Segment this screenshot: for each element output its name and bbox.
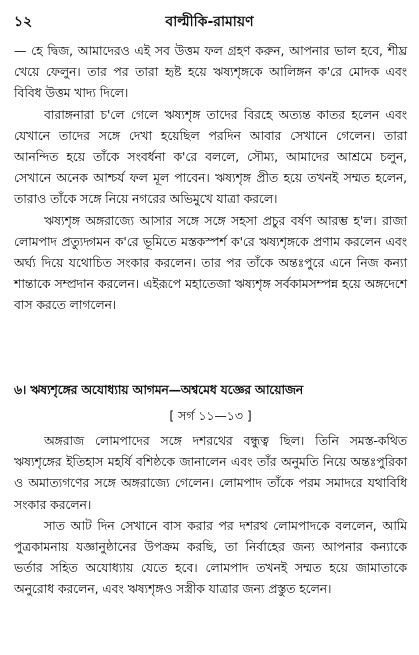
paragraph-continuation: — হে দ্বিজ, আমাদেরও এই সব উত্তম ফল গ্রহণ করুন, আপনার ভাল হবে, শীঘ্র খেয়ে ফেলুন। তার পর তারা হৃষ্ট হয়ে ঋষ্যশৃঙ্গকে আলিঙ্গন ক'রে মোদক এবং বিবিধ উত্তম খাদ্য দিলে। [14, 43, 407, 101]
running-head [14, 10, 405, 30]
paragraph-courtesans-depart: বারাঙ্গনারা চ'লে গেলে ঋষ্যশৃঙ্গ তাদের বিরহে অত্যন্ত কাতর হলেন এবং যেখানে তাদের সঙ্গে দেখা হয়েছিল পরদিন আবার সেখানে গেলেন। তারা আনন্দিত হয়ে তাঁকে সংবর্ধনা ক'রে বললে, সৌম্য, আমাদের আশ্রমে চলুন, সেখানে অনেক আশ্চর্য ফল মূল পাবেন। ঋষ্যশৃঙ্গ প্রীত হয়ে তখনই সম্মত হলেন, তারাও তাঁকে সঙ্গে নিয়ে নগরের অভিমুখে যাত্রা করলে। [14, 106, 407, 207]
running-title: বাল্মীকি-রামায়ণ [165, 14, 254, 30]
paragraph-yajna-request: সাত আট দিন সেখানে বাস করার পর দশরথ লোমপাদকে বললেন, আমি পুত্রকামনায় যজ্ঞানুষ্ঠানের উপক্রম করছি, তা নির্বাহের জন্য আপনার কন্যাকে ভর্তার সহিত অযোধ্যায় যেতে হবে। লোমপাদ তখনই সম্মত হয়ে জামাতাকে অনুরোধ করলেন, এবং ঋষ্যশৃঙ্গও সস্ত্রীক যাত্রার জন্য প্রস্তুত হলেন। [14, 517, 407, 597]
page-number: ১২ [14, 14, 33, 30]
paragraph-arrival-anga: ঋষ্যশৃঙ্গ অঙ্গরাজ্যে আসার সঙ্গে সঙ্গে সহসা প্রচুর বর্ষণ আরম্ভ হ'ল। রাজা লোমপাদ প্রত্যুদ্গমন ক'রে ভূমিতে মস্তকস্পর্শ ক'রে ঋষ্যশৃঙ্গকে প্রণাম করলেন এবং অর্ঘ্য দিয়ে যথোচিত সংকার করলেন। তার পর তাঁকে অন্তঃপুরে এনে নিজ কন্যা শান্তাকে সম্প্রদান করলেন। এইরূপে মহাতেজা ঋষ্যশৃঙ্গ সর্বকামসম্পন্ন হয়ে অঙ্গদেশে বাস করতে লাগলেন। [14, 212, 407, 313]
canto-range: [ সর্গ ১১—১৩ ] [169, 408, 252, 423]
section-heading: ৬। ঋষ্যশৃঙ্গের অযোধ্যায় আগমন—অশ্বমেধ যজ্ঞের আয়োজন [14, 382, 303, 397]
paragraph-dasharatha-visit: অঙ্গরাজ লোমপাদের সঙ্গে দশরথের বন্ধুত্ব ছিল। তিনি সমস্ত-কথিত ঋষ্যশৃঙ্গের ইতিহাস মহর্ষি বশিষ্ঠকে জানালেন এবং তাঁর অনুমতি নিয়ে অন্তঃপুরিকা ও অমাত্যগণের সঙ্গে অঙ্গরাজ্যে গেলেন। লোমপাদ তাঁকে পরম সমাদরে যথাবিধি সংকার করলেন। [14, 433, 407, 512]
section-block [14, 380, 407, 600]
upper-text-block [14, 40, 407, 316]
